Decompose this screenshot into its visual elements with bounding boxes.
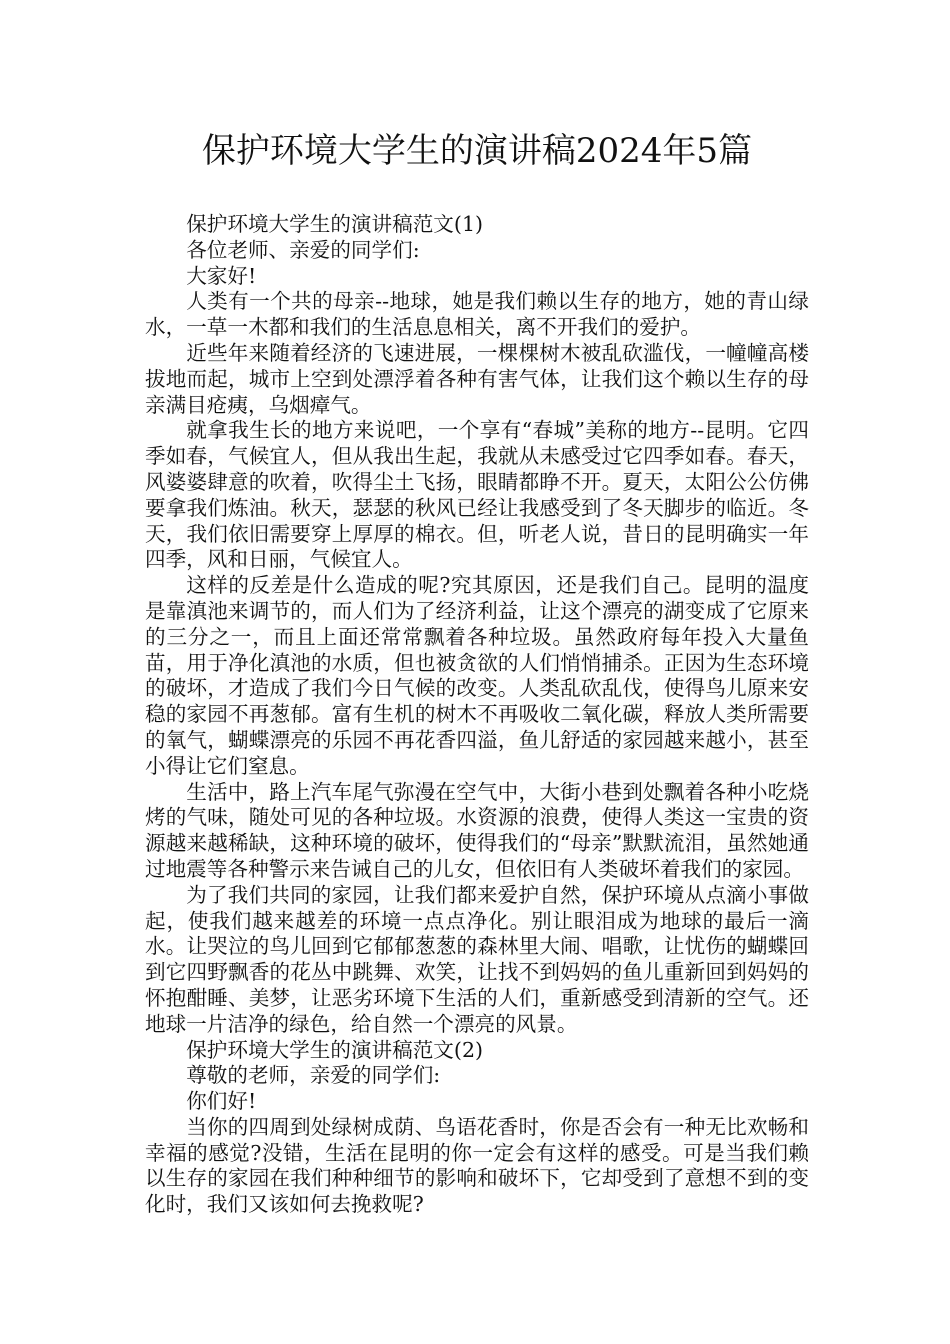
paragraph: 为了我们共同的家园，让我们都来爱护自然，保护环境从点滴小事做起，使我们越来越差的环境一点点净化。别让眼泪成为地球的最后一滴水。让哭泣的鸟儿回到它郁郁葱葱的森林里大闹、唱歌，让忧伤的蝴蝶回到它四野飘香的花丛中跳舞、欢笑，让找不到妈妈的鱼儿重新回到妈妈的怀抱酣睡、美梦，让恶劣环境下生活的人们，重新感受到清新的空气。还地球一片洁净的绿色，给自然一个漂亮的风景。: [145, 882, 809, 1036]
paragraph: 人类有一个共的母亲--地球，她是我们赖以生存的地方，她的青山绿水，一草一木都和我们的生活息息相关，离不开我们的爱护。: [145, 289, 809, 340]
paragraph-greeting-1: 大家好!: [186, 263, 257, 288]
paragraph-greeting-2: 你们好!: [186, 1089, 257, 1114]
paragraph-section-heading-1: 保护环境大学生的演讲稿范文(1): [186, 212, 484, 236]
paragraph-section-heading-2: 保护环境大学生的演讲稿范文(2): [186, 1037, 484, 1062]
paragraph: 当你的四周到处绿树成荫、鸟语花香时，你是否会有一种无比欢畅和幸福的感觉?没错，生活在昆明的你一定会有这样的感受。可是当我们赖以生存的家园在我们种种细节的影响和破坏下，它却受到了意想不到的变化时，我们又该如何去挽救呢?: [145, 1114, 809, 1217]
paragraph-salutation-2: 尊敬的老师，亲爱的同学们:: [186, 1063, 441, 1088]
document-title: 保护环境大学生的演讲稿2024年5篇: [201, 131, 753, 171]
paragraph: 这样的反差是什么造成的呢?究其原因，还是我们自己。昆明的温度是靠滇池来调节的，而人们为了经济利益，让这个漂亮的湖变成了它原来的三分之一，而且上面还常常飘着各种垃圾。虽然政府每年投入大量鱼苗，用于净化滇池的水质，但也被贪欲的人们悄悄捕杀。正因为生态环境的破坏，才造成了我们今日气候的改变。人类乱砍乱伐，使得鸟儿原来安稳的家园不再葱郁。富有生机的树木不再吸收二氧化碳，释放人类所需要的氧气，蝴蝶漂亮的乐园不再花香四溢，鱼儿舒适的家园越来越小，甚至小得让它们窒息。: [145, 573, 809, 778]
paragraph-salutation-1: 各位老师、亲爱的同学们:: [186, 237, 420, 262]
document-page: [145, 126, 809, 1218]
document-body: [145, 212, 809, 1218]
paragraph: 生活中，路上汽车尾气弥漫在空气中，大街小巷到处飘着各种小吃烧烤的气味，随处可见的各种垃圾。水资源的浪费，使得人类这一宝贵的资源越来越稀缺，这种环境的破坏，使得我们的“母亲”默默流泪，虽然她通过地震等各种警示来告诫自己的儿女，但依旧有人类破坏着我们的家园。: [145, 779, 809, 881]
paragraph: 就拿我生长的地方来说吧，一个享有“春城”美称的地方--昆明。它四季如春，气候宜人，但从我出生起，我就从未感受过它四季如春。春天，风婆婆肆意的吹着，吹得尘土飞扬，眼睛都睁不开。夏天，太阳公公仿佛要拿我们炼油。秋天，瑟瑟的秋风已经让我感受到了冬天脚步的临近。冬天，我们依旧需要穿上厚厚的棉衣。但，听老人说，昔日的昆明确实一年四季，风和日丽，气候宜人。: [145, 418, 809, 572]
paragraph: 近些年来随着经济的飞速进展，一棵棵树木被乱砍滥伐，一幢幢高楼拔地而起，城市上空到处漂浮着各种有害气体，让我们这个赖以生存的母亲满目疮痍，乌烟瘴气。: [145, 340, 809, 417]
